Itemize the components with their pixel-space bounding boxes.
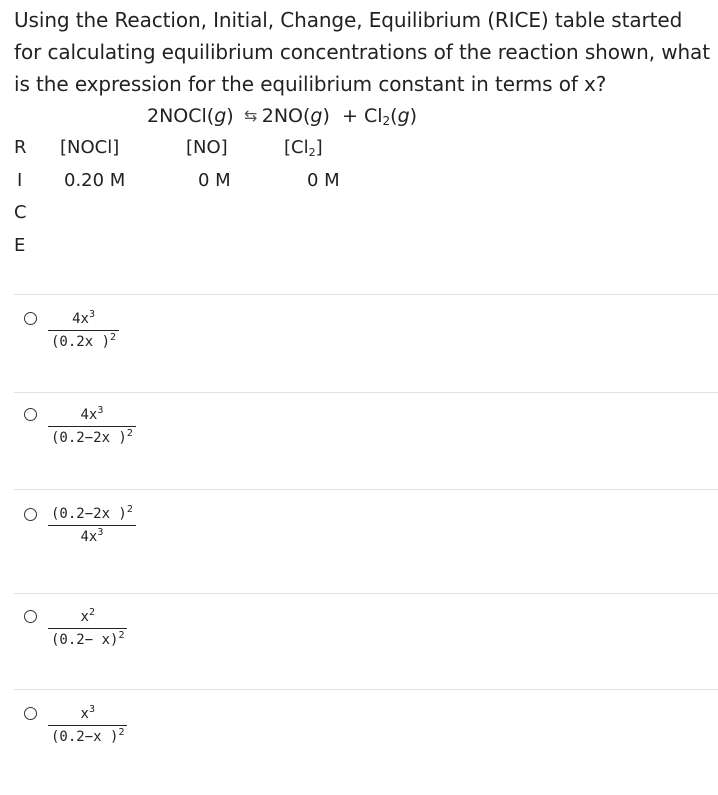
option-5-denominator: (0.2−x )$^2$ xyxy=(51,727,125,746)
option-divider xyxy=(14,489,718,490)
fraction-bar xyxy=(48,330,119,331)
fraction-bar xyxy=(48,725,127,726)
header-no: [NO] xyxy=(186,137,228,158)
option-2-fraction xyxy=(48,406,136,447)
option-4-radio[interactable] xyxy=(24,610,37,623)
option-5-numerator: $x^3$ xyxy=(80,704,95,722)
equilibrium-arrow-icon: ⇆ xyxy=(244,106,258,125)
initial-cl2: 0 M xyxy=(307,170,340,191)
initial-nocl: 0.20 M xyxy=(64,170,126,191)
option-1-radio[interactable] xyxy=(24,312,37,325)
option-divider xyxy=(14,689,718,690)
row-label-c: C xyxy=(14,202,27,223)
option-4-fraction xyxy=(48,608,127,649)
initial-no: 0 M xyxy=(198,170,231,191)
option-3-radio[interactable] xyxy=(24,508,37,521)
option-4-numerator: $x^2$ xyxy=(80,607,95,625)
question-text: Using the Reaction, Initial, Change, Equilibrium (RICE) table started for calculating equilibrium concentrations of the reaction shown, what is the expression for the equilibrium constant in terms of x? xyxy=(14,8,710,96)
option-1-fraction xyxy=(48,310,119,351)
option-divider xyxy=(14,593,718,594)
header-nocl: [NOCl] xyxy=(60,137,120,158)
option-2-radio[interactable] xyxy=(24,408,37,421)
option-divider xyxy=(14,294,718,295)
option-3-numerator: (0.2−2x )$^2$ xyxy=(51,504,133,522)
option-5-fraction xyxy=(48,705,127,746)
option-1-denominator: (0.2x )$^2$ xyxy=(51,332,117,351)
option-2-numerator: $4x^3$ xyxy=(80,405,104,423)
option-5-radio[interactable] xyxy=(24,707,37,720)
header-cl2: $[Cl_2]$ xyxy=(284,137,323,159)
fraction-bar xyxy=(48,426,136,427)
option-3-denominator: $4x^3$ xyxy=(80,527,104,546)
reaction-equation: 2NOCl(g) ⇆ $2NO(g) + Cl_2(g)$ xyxy=(147,105,418,128)
option-1-numerator: $4x^3$ xyxy=(72,309,95,327)
option-3-fraction xyxy=(48,505,136,546)
fraction-bar xyxy=(48,525,136,526)
row-label-r: R xyxy=(14,137,27,158)
option-2-denominator: (0.2−2x )$^2$ xyxy=(51,428,133,447)
fraction-bar xyxy=(48,628,127,629)
option-divider xyxy=(14,392,718,393)
option-4-denominator: $(0.2- x)^2$ xyxy=(51,630,125,649)
row-label-i: I xyxy=(17,170,23,191)
row-label-e: E xyxy=(14,235,26,256)
